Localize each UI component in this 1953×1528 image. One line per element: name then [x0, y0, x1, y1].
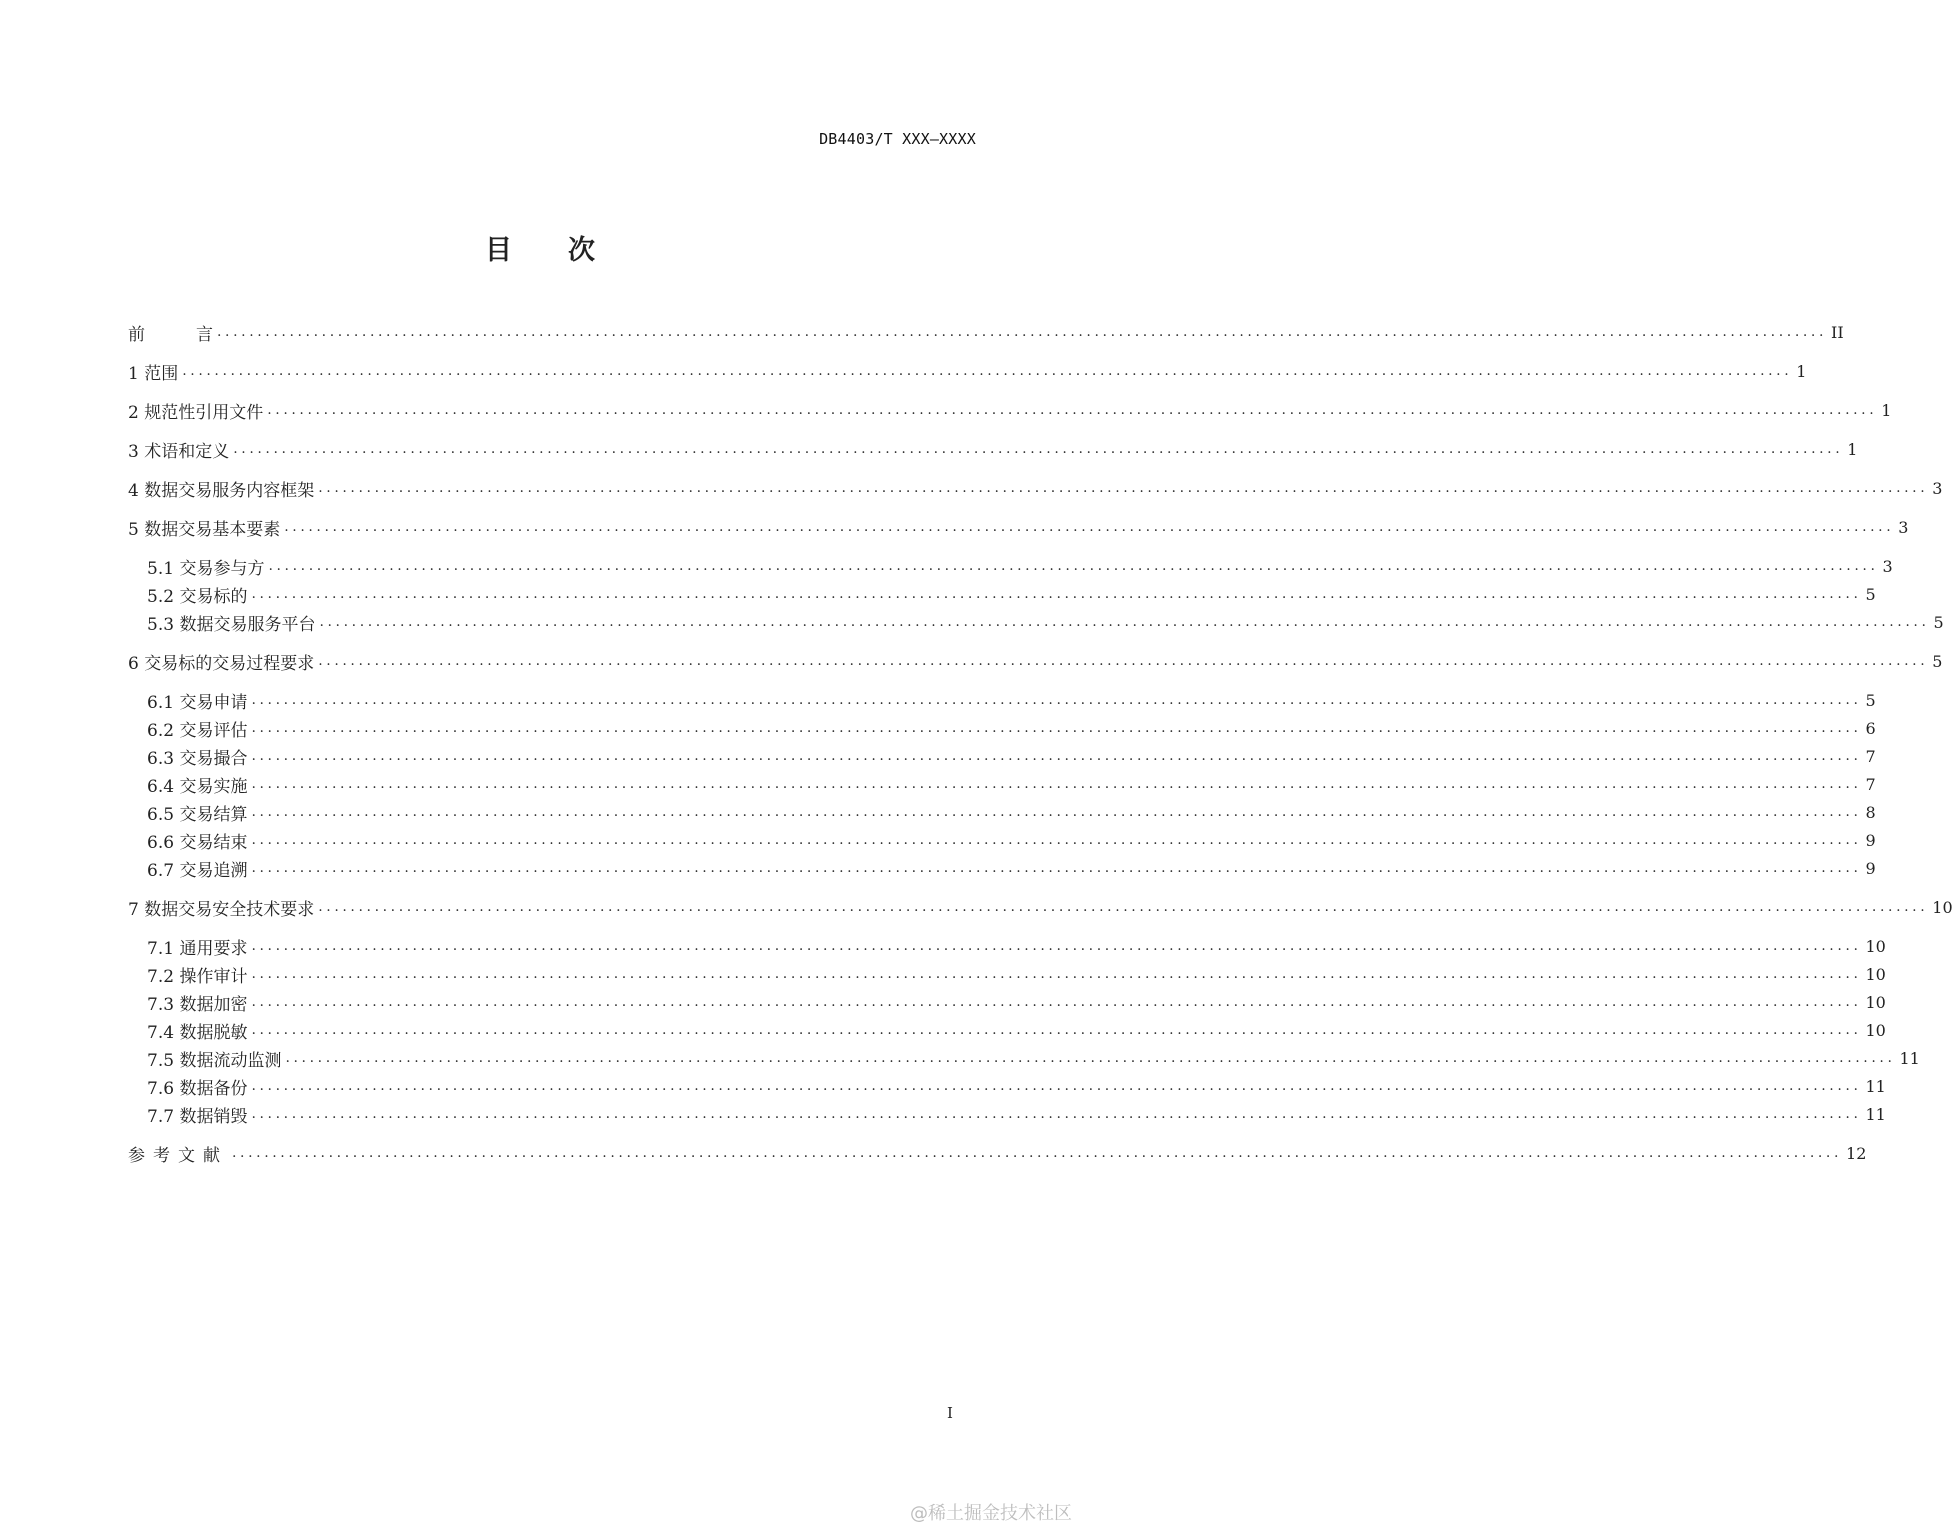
dot-leader: ........................................................................................................................................................................................................ [251, 720, 1862, 736]
toc-entry[interactable] [128, 318, 1844, 346]
toc-entry[interactable] [128, 686, 1876, 714]
toc-entry[interactable] [128, 474, 1943, 502]
toc-entry[interactable] [128, 798, 1876, 826]
toc-entry-page: 8 [1865, 802, 1876, 822]
toc-entry-page: 3 [1882, 556, 1893, 576]
toc-entry[interactable] [128, 893, 1953, 921]
dot-leader: ........................................................................................................................................................................................................ [251, 938, 1862, 954]
toc-entry-page: 7 [1865, 746, 1876, 766]
toc-entry[interactable] [128, 357, 1807, 385]
toc-entry-page: 5 [1865, 690, 1876, 710]
toc-entry-page: 3 [1898, 517, 1909, 537]
toc-entry[interactable] [128, 770, 1876, 798]
toc-entry-label: 6.3 交易撮合 [147, 748, 248, 769]
dot-leader: ........................................................................................................................................................................................................ [251, 1078, 1862, 1094]
toc-entry-label: 6.1 交易申请 [147, 692, 248, 713]
toc-entry-page: 10 [1865, 1020, 1886, 1040]
toc-entry[interactable] [128, 988, 1886, 1016]
toc-entry-label: 6.5 交易结算 [147, 804, 248, 825]
dot-leader: ........................................................................................................................................................................................................ [182, 363, 1793, 379]
toc-entry-label: 1 范围 [128, 363, 179, 384]
toc-entry-label: 7.1 通用要求 [147, 938, 248, 959]
dot-leader: ........................................................................................................................................................................................................ [284, 519, 1895, 535]
page-number: I [947, 1404, 953, 1422]
dot-leader: ........................................................................................................................................................................................................ [251, 994, 1862, 1010]
toc-entry-label: 6.2 交易评估 [147, 720, 248, 741]
toc-entry-page: 1 [1881, 400, 1892, 420]
toc-entry[interactable] [128, 1016, 1886, 1044]
toc-entry-page: 11 [1899, 1048, 1920, 1068]
toc-entry-page: 11 [1865, 1076, 1886, 1096]
toc-entry-label: 7.7 数据销毁 [147, 1106, 248, 1127]
toc-entry[interactable] [128, 580, 1876, 608]
toc-entry-page: 10 [1865, 936, 1886, 956]
toc-entry[interactable] [128, 932, 1886, 960]
toc-entry[interactable] [128, 854, 1876, 882]
toc-entry-page: 9 [1865, 858, 1876, 878]
toc-entry[interactable] [128, 714, 1876, 742]
title-char: 目 [485, 235, 512, 266]
toc-entry-label: 4 数据交易服务内容框架 [128, 480, 315, 501]
toc-entry-page: 10 [1932, 897, 1953, 917]
toc-entry-label: 7 数据交易安全技术要求 [128, 899, 315, 920]
toc-entry[interactable] [128, 742, 1876, 770]
toc-entry[interactable] [128, 647, 1943, 675]
toc-entry[interactable] [128, 1139, 1867, 1167]
toc-entry[interactable] [128, 513, 1909, 541]
toc-entry-label: 7.3 数据加密 [147, 994, 248, 1015]
dot-leader: ........................................................................................................................................................................................................ [232, 1145, 1843, 1161]
toc-entry-page: 5 [1933, 612, 1944, 632]
toc-entry-label: 前 言 [128, 324, 213, 345]
dot-leader: ........................................................................................................................................................................................................ [251, 1022, 1862, 1038]
dot-leader: ........................................................................................................................................................................................................ [251, 748, 1862, 764]
dot-leader: ........................................................................................................................................................................................................ [267, 402, 1878, 418]
toc-entry-page: 1 [1847, 439, 1858, 459]
toc-entry-label: 6.4 交易实施 [147, 776, 248, 797]
dot-leader: ........................................................................................................................................................................................................ [285, 1050, 1896, 1066]
dot-leader: ........................................................................................................................................................................................................ [268, 558, 1879, 574]
title-char: 次 [568, 235, 595, 266]
toc-entry[interactable] [128, 608, 1944, 636]
toc-entry-page: 12 [1846, 1143, 1867, 1163]
toc-entry-page: 5 [1865, 584, 1876, 604]
toc-entry-page: 10 [1865, 964, 1886, 984]
page-title [0, 228, 1080, 267]
toc-entry-page: 6 [1865, 718, 1876, 738]
standard-code: DB4403/T XXX—XXXX [819, 130, 976, 148]
dot-leader: ........................................................................................................................................................................................................ [251, 804, 1862, 820]
dot-leader: ........................................................................................................................................................................................................ [251, 832, 1862, 848]
toc-entry[interactable] [128, 1100, 1886, 1128]
toc-entry[interactable] [128, 960, 1886, 988]
toc-entry-page: 7 [1865, 774, 1876, 794]
toc-entry-label: 7.6 数据备份 [147, 1078, 248, 1099]
toc-entry-page: 3 [1932, 478, 1943, 498]
dot-leader: ........................................................................................................................................................................................................ [319, 614, 1930, 630]
toc-entry-label: 5.2 交易标的 [147, 586, 248, 607]
toc-entry-label: 3 术语和定义 [128, 441, 230, 462]
toc-entry-page: 11 [1865, 1104, 1886, 1124]
dot-leader: ........................................................................................................................................................................................................ [251, 586, 1862, 602]
toc-entry[interactable] [128, 396, 1892, 424]
dot-leader: ........................................................................................................................................................................................................ [217, 324, 1828, 340]
toc-entry-label: 参考文献 [128, 1145, 228, 1166]
toc-entry-label: 7.4 数据脱敏 [147, 1022, 248, 1043]
toc-entry[interactable] [128, 435, 1858, 463]
toc-entry[interactable] [128, 1044, 1920, 1072]
toc-entry-label: 6.6 交易结束 [147, 832, 248, 853]
toc-entry-label: 7.5 数据流动监测 [147, 1050, 282, 1071]
dot-leader: ........................................................................................................................................................................................................ [251, 966, 1862, 982]
dot-leader: ........................................................................................................................................................................................................ [318, 653, 1929, 669]
toc-entry[interactable] [128, 826, 1876, 854]
toc-entry[interactable] [128, 552, 1893, 580]
toc-entry-page: 5 [1932, 651, 1943, 671]
toc-entry-page: 10 [1865, 992, 1886, 1012]
dot-leader: ........................................................................................................................................................................................................ [251, 1106, 1862, 1122]
dot-leader: ........................................................................................................................................................................................................ [251, 860, 1862, 876]
table-of-contents [128, 307, 1953, 1178]
toc-entry-label: 6.7 交易追溯 [147, 860, 248, 881]
toc-entry-label: 7.2 操作审计 [147, 966, 248, 987]
dot-leader: ........................................................................................................................................................................................................ [251, 692, 1862, 708]
toc-entry-label: 6 交易标的交易过程要求 [128, 653, 315, 674]
dot-leader: ........................................................................................................................................................................................................ [251, 776, 1862, 792]
toc-entry-page: 1 [1796, 361, 1807, 381]
toc-entry-label: 5 数据交易基本要素 [128, 519, 281, 540]
dot-leader: ........................................................................................................................................................................................................ [318, 899, 1929, 915]
toc-entry-page: 9 [1865, 830, 1876, 850]
toc-entry[interactable] [128, 1072, 1886, 1100]
toc-entry-label: 2 规范性引用文件 [128, 402, 264, 423]
dot-leader: ........................................................................................................................................................................................................ [318, 480, 1929, 496]
toc-entry-label: 5.3 数据交易服务平台 [147, 614, 316, 635]
toc-entry-page: II [1831, 322, 1844, 342]
dot-leader: ........................................................................................................................................................................................................ [233, 441, 1844, 457]
toc-entry-label: 5.1 交易参与方 [147, 558, 265, 579]
watermark: @稀土掘金技术社区 [910, 1503, 1072, 1524]
